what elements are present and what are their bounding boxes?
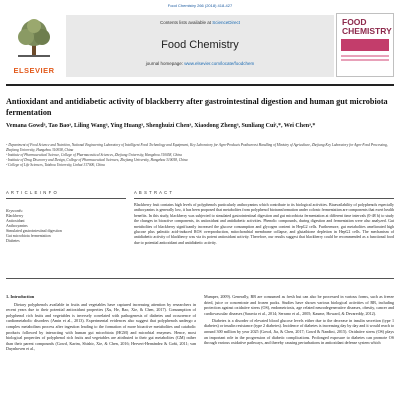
body-paragraph: Mumper, 2009). Generally, BB are consumed as fresh but can also be processed in various forms, such as freeze dried, juice or concentrate and frozen packs. Studies have shown various biological activities of BB, including protection against oxidative stress (OS), endometriosis, age related neurodegenerative diseases, obesity, cancer and cardiovascular diseases (Saravia et al., 2014; Serrano et al., 2005; Kaume, Howard, & Devareddy, 2012). bbox=[204, 294, 394, 316]
article-title: Antioxidant and antidiabetic activity of blackberry after gastrointestinal digestion and human gut microbiota fermentation bbox=[6, 97, 388, 117]
keyword: Gut microbiota fermentation bbox=[6, 234, 51, 238]
contents-prefix: Contents lists available at bbox=[159, 20, 213, 25]
abstract-rule bbox=[134, 198, 394, 199]
cover-title-line-1: FOOD bbox=[342, 17, 367, 27]
section-heading: 1. Introduction bbox=[6, 294, 35, 299]
cover-stripe bbox=[341, 59, 389, 61]
cover-title bbox=[342, 18, 392, 36]
publisher-name: ELSEVIER bbox=[13, 66, 55, 75]
cover-stripe bbox=[341, 55, 389, 57]
keyword: Anthocyanins bbox=[6, 224, 28, 228]
cover-band bbox=[341, 39, 389, 51]
abstract-bottom-rule bbox=[6, 278, 394, 279]
keyword: Blackberry bbox=[6, 214, 24, 218]
article-info-heading: A R T I C L E I N F O bbox=[6, 190, 58, 195]
affiliation: ᵈ College of Life Sciences, Taizhou University, Linhai 317000, China bbox=[6, 163, 105, 167]
keywords-label: Keywords: bbox=[6, 208, 24, 213]
body-paragraph: Diabetes is a disorder of elevated blood glucose levels either due to the decrease in insulin secretion (type 1 diabetes) or insulin resistance (type 2 diabetes). Incidence of diabetes is increasing day by day and it would reach to around 300 million by year 2025 (Gowd, Jia, & Chen, 2017; Gowd & Nandini, 2015). Oxidative stress (OS) plays an important role in the progression of diabetic complications. Prolonged exposure to diabetes can promote OS through various oxidative pathways, and thereby causing perturbations in antioxidant defense system which bbox=[204, 317, 394, 346]
contents-line bbox=[66, 20, 334, 25]
running-head: Food Chemistry 266 (2018) 418-427 bbox=[167, 3, 233, 8]
publisher-logo bbox=[6, 15, 62, 77]
header-rule bbox=[6, 84, 394, 86]
journal-cover bbox=[336, 13, 394, 77]
body-right-column bbox=[204, 294, 394, 347]
journal-title: Food Chemistry bbox=[161, 39, 239, 51]
journal-homepage-link[interactable]: www.elsevier.com/locate/foodchem bbox=[184, 61, 255, 66]
body-paragraph: Dietary polyphenols available in fruits and vegetables have captured increasing attention by researchers in recent years due to their potential antioxidant properties (Xu, He, Bao, Xie, & Chen, 2017). Consumption of polyphenol rich fruits and vegetables is inversely correlated with pathogenesis of diabetes and occurrence of cardiometabolic disorders (Amin et al., 2013). Experimental evidences also suggest that polyphenols undergo a complex metabolism process after ingestion leading to the formation of more bioactive metabolites and catabolic products followed by interacting with human gut microbiota (HGM) and microbial enzymes. Hence, most biological properties of polyphenol rich fruits and vegetables are attributed to their gut metabolites (GM) rather than their parent compounds (Gowd, Karim, Shishir, Xie, & Chen, 2016; Hervert-Hernández & Goñi, 2011; van Duynhoven et al., bbox=[6, 301, 196, 352]
journal-banner bbox=[66, 15, 334, 77]
keyword: Diabetes bbox=[6, 239, 20, 243]
body-left-column bbox=[6, 294, 196, 353]
homepage-prefix: journal homepage: bbox=[145, 61, 185, 66]
author-list[interactable]: Vemana Gowdᵃ, Tao Baoᵃ, Liling Wangᵃ, Ying Huangᵃ, Shenghuizi Chenᵃ, Xiaodong Zhengᵃ, Sunliang Cuiᶜ,*, Wei Chenᵃ,* bbox=[6, 123, 316, 129]
sciencedirect-link[interactable]: ScienceDirect bbox=[212, 20, 241, 25]
affiliation: ᶜ Institute of Drug Discovery and Design, College of Pharmaceutical Sciences, Zhejiang University, Hangzhou 310058, China bbox=[6, 158, 188, 162]
keyword: Simulated gastrointestinal digestion bbox=[6, 229, 62, 233]
abstract-heading: A B S T R A C T bbox=[134, 190, 173, 195]
abstract-text: Blackberry fruit contains high levels of polyphenols particularly anthocyanins which contribute to its biological activities. Bioavailability of polyphenols especially anthocyanins is generally low, it has been proposed that metabolites from polyphenol biotransformation under colonic fermentation are components that exert health benefits. In this study, blackberry was subjected to simulated gastrointestinal digestion and gut microbiota fermentation at different time intervals (0-48 h) to study the changes in bioactive components, its antioxidant and antidiabetic activities. Phenolic compounds, during digestion and fermentation were also analyzed. Gut metabolites of blackberry significantly increased the glucose consumption and glycogen content in HepG2 cells. Furthermore, gut metabolites ameliorated high glucose plus palmitic acid-induced ROS overproduction, mitochondrial membrane collapse, and glutathione depletion in HepG2 cells. The mechanism of antidiabetic activity of blackberry was via its potent antioxidant activity. Therefore, our results suggest that blackberry could be recommended as a functional food due to potential antioxidant and antidiabetic activity. bbox=[134, 202, 394, 245]
affiliation: ᵃ Department of Food Science and Nutrition, National Engineering Laboratory of Intelligent Food Technology and Equipment, Key Laboratory for Agro-Products Postharvest Handling of Ministry of Agriculture, Zhejiang Key Laboratory for Agro-Food Processing, Zhejiang University, Hangzhou 310058, China bbox=[6, 143, 388, 152]
cover-title-line-2: CHEMISTRY bbox=[342, 26, 392, 36]
info-rule bbox=[6, 198, 126, 199]
elsevier-tree-icon bbox=[12, 17, 56, 59]
affiliation: ᵇ Institute of Pharmaceutical Science, College of Pharmaceutical Sciences, Zhejiang University, Hangzhou 310058, China bbox=[6, 153, 182, 157]
keyword: Antioxidant bbox=[6, 219, 25, 223]
homepage-line bbox=[66, 61, 334, 66]
journal-header bbox=[6, 13, 394, 79]
